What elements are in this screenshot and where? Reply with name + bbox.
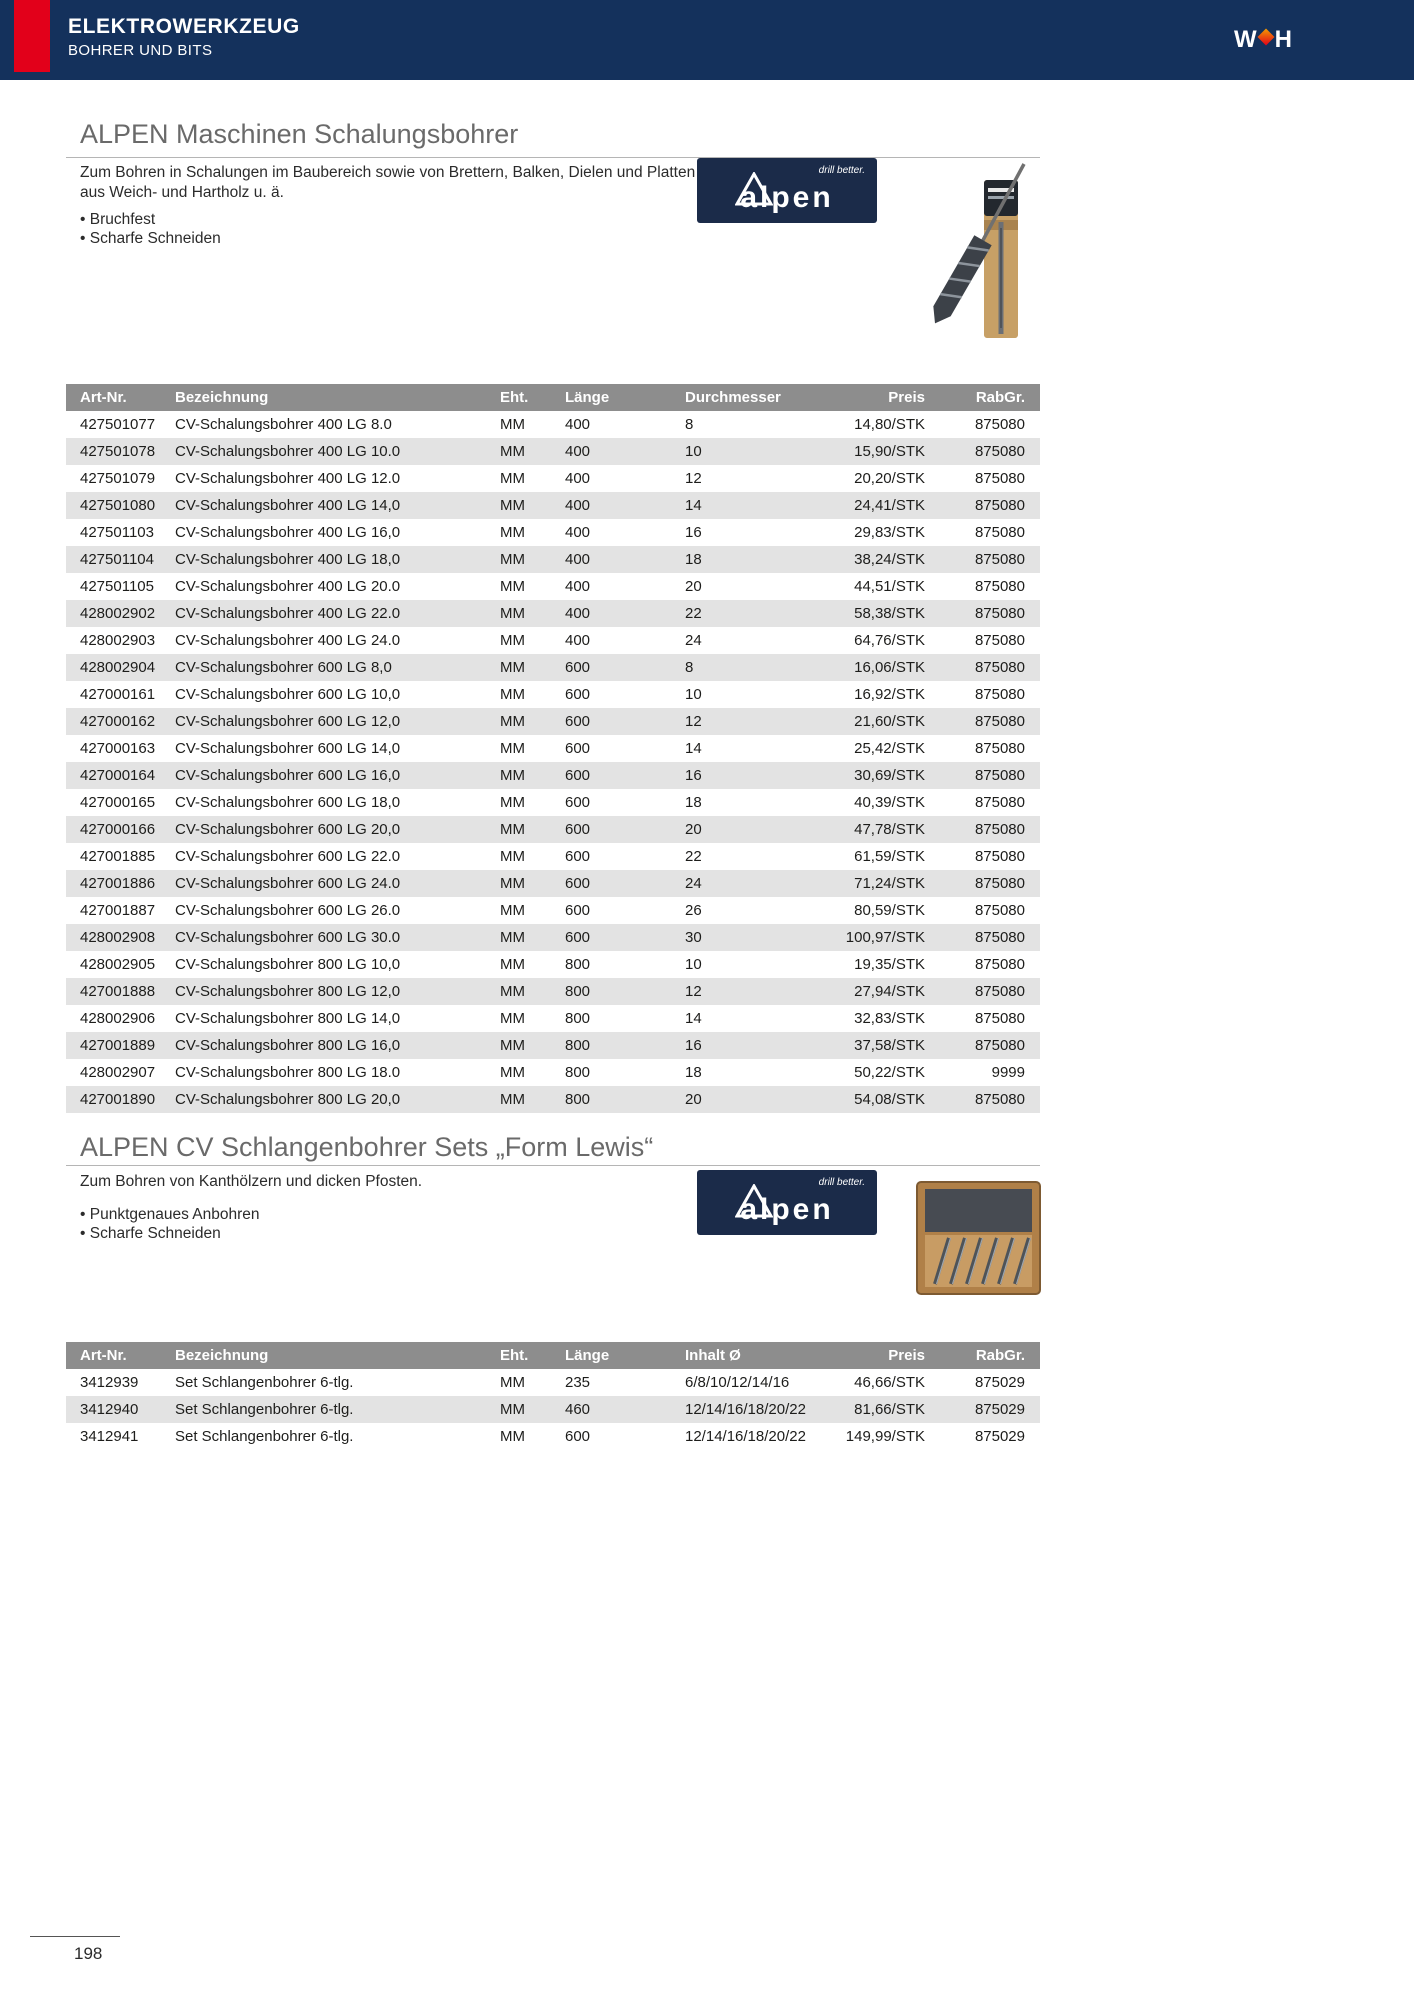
cell-durchmesser: 8 — [685, 416, 694, 433]
cell-durchmesser: 14 — [685, 740, 702, 757]
table-row — [66, 573, 1040, 600]
cell-art: 427001885 — [80, 848, 156, 865]
cell-rabgr: 875080 — [925, 438, 1040, 465]
cell-preis: 21,60/STK — [830, 708, 925, 735]
cell-rabgr: 875080 — [974, 524, 1025, 541]
cell-preis: 80,59/STK — [854, 902, 925, 919]
cell-laenge: 600 — [565, 1428, 591, 1445]
cell-art: 428002905 — [80, 956, 156, 973]
table-row — [66, 1059, 1040, 1086]
cell-laenge: 800 — [565, 956, 591, 973]
cell-art: 427001887 — [80, 902, 156, 919]
cell-rabgr: 875080 — [925, 708, 1040, 735]
cell-eht: MM — [500, 816, 565, 843]
table-row — [66, 1005, 1040, 1032]
bullet-item: • Punktgenaues Anbohren — [80, 1205, 260, 1224]
cell-eht: MM — [500, 524, 525, 541]
cell-rabgr: 875080 — [925, 978, 1040, 1005]
cell-rabgr: 875080 — [974, 470, 1025, 487]
cell-durchmesser: 18 — [685, 546, 830, 573]
cell-eht: MM — [500, 708, 565, 735]
cell-laenge: 600 — [565, 902, 591, 919]
cell-laenge: 400 — [565, 632, 591, 649]
cell-eht: MM — [500, 578, 525, 595]
section1-description: Zum Bohren in Schalungen im Baubereich sowie von Brettern, Balken, Dielen und Platten aus Weich- und Hartholz u. ä. — [80, 164, 696, 201]
cell-eht: MM — [500, 632, 525, 649]
cell-rabgr: 875080 — [925, 762, 1040, 789]
cell-preis: 15,90/STK — [830, 438, 925, 465]
cell-laenge: 400 — [565, 416, 591, 433]
cell-eht: MM — [500, 416, 525, 433]
cell-preis: 40,39/STK — [854, 794, 925, 811]
table-row — [66, 1396, 1040, 1423]
cell-rabgr: 875080 — [974, 740, 1025, 757]
cell-eht: MM — [500, 924, 565, 951]
column-header-inhalt: Inhalt Ø — [685, 1342, 830, 1369]
table-row — [66, 1369, 1040, 1396]
cell-bezeichnung: Set Schlangenbohrer 6-tlg. — [175, 1428, 354, 1445]
cell-rabgr: 875080 — [925, 600, 1040, 627]
cell-preis: 47,78/STK — [830, 816, 925, 843]
table-row — [66, 843, 1040, 870]
cell-eht: MM — [500, 762, 565, 789]
cell-preis: 71,24/STK — [830, 870, 925, 897]
wh-brand-logo — [1234, 26, 1292, 54]
cell-preis: 19,35/STK — [854, 956, 925, 973]
column-header-art: Art-Nr. — [66, 384, 175, 411]
table-row — [66, 627, 1040, 654]
cell-art: 428002908 — [66, 924, 175, 951]
cell-rabgr: 875080 — [974, 902, 1025, 919]
cell-art: 427000163 — [80, 740, 156, 757]
cell-durchmesser: 10 — [685, 438, 830, 465]
cell-preis: 64,76/STK — [854, 632, 925, 649]
cell-bezeichnung: CV-Schalungsbohrer 600 LG 20,0 — [175, 816, 500, 843]
cell-durchmesser: 16 — [685, 1032, 830, 1059]
cell-rabgr: 875080 — [925, 1086, 1040, 1113]
table-row — [66, 897, 1040, 924]
cell-eht: MM — [500, 686, 525, 703]
cell-art: 427001886 — [66, 870, 175, 897]
cell-art: 3412941 — [80, 1428, 139, 1445]
cell-laenge: 600 — [565, 924, 685, 951]
cell-rabgr: 875080 — [925, 870, 1040, 897]
cell-laenge: 600 — [565, 686, 591, 703]
alpen-tagline: drill better. — [818, 165, 865, 176]
cell-eht: MM — [500, 546, 565, 573]
table-header-row — [66, 384, 1040, 411]
cell-laenge: 800 — [565, 1086, 685, 1113]
cell-bezeichnung: CV-Schalungsbohrer 600 LG 24.0 — [175, 870, 500, 897]
cell-laenge: 600 — [565, 794, 591, 811]
wh-diamond-icon — [1257, 29, 1274, 46]
cell-art: 427000165 — [80, 794, 156, 811]
wh-logo-letter-w: W — [1234, 26, 1257, 53]
table-row — [66, 411, 1040, 438]
cell-bezeichnung: CV-Schalungsbohrer 800 LG 12,0 — [175, 978, 500, 1005]
cell-rabgr: 9999 — [991, 1064, 1025, 1081]
cell-bezeichnung: CV-Schalungsbohrer 600 LG 14,0 — [175, 740, 401, 757]
column-header-rabgr: RabGr. — [925, 1342, 1040, 1369]
cell-eht: MM — [500, 902, 525, 919]
cell-bezeichnung: CV-Schalungsbohrer 400 LG 20.0 — [175, 578, 401, 595]
table-row — [66, 1032, 1040, 1059]
cell-rabgr: 875080 — [925, 924, 1040, 951]
cell-durchmesser: 12 — [685, 708, 830, 735]
cell-durchmesser: 30 — [685, 924, 830, 951]
alpen-wordmark: alpen — [740, 181, 834, 214]
cell-preis: 29,83/STK — [854, 524, 925, 541]
cell-rabgr: 875080 — [925, 546, 1040, 573]
cell-art: 428002904 — [66, 654, 175, 681]
cell-bezeichnung: CV-Schalungsbohrer 800 LG 10,0 — [175, 956, 401, 973]
table-row — [66, 1086, 1040, 1113]
section2-bullet-list — [80, 1205, 260, 1243]
column-header-eht: Eht. — [500, 384, 565, 411]
cell-bezeichnung: CV-Schalungsbohrer 400 LG 16,0 — [175, 524, 401, 541]
cell-rabgr: 875029 — [974, 1374, 1025, 1391]
section1-divider — [66, 157, 1040, 158]
cell-rabgr: 875080 — [974, 416, 1025, 433]
cell-laenge: 600 — [565, 762, 685, 789]
column-header-art: Art-Nr. — [66, 1342, 175, 1369]
cell-durchmesser: 16 — [685, 762, 830, 789]
product-table — [66, 384, 1040, 1113]
alpen-logo — [697, 1170, 877, 1235]
cell-preis: 46,66/STK — [854, 1374, 925, 1391]
table-row — [66, 762, 1040, 789]
cell-durchmesser: 24 — [685, 870, 830, 897]
cell-rabgr: 875080 — [925, 816, 1040, 843]
table-row — [66, 654, 1040, 681]
cell-bezeichnung: Set Schlangenbohrer 6-tlg. — [175, 1374, 354, 1391]
cell-eht: MM — [500, 438, 565, 465]
cell-eht: MM — [500, 978, 565, 1005]
cell-eht: MM — [500, 1428, 525, 1445]
cell-durchmesser: 8 — [685, 654, 830, 681]
cell-art: 3412940 — [66, 1396, 175, 1423]
cell-durchmesser: 18 — [685, 1064, 702, 1081]
cell-eht: MM — [500, 600, 565, 627]
section2-description: Zum Bohren von Kanthölzern und dicken Pfosten. — [80, 1173, 423, 1190]
cell-bezeichnung: CV-Schalungsbohrer 600 LG 18,0 — [175, 794, 401, 811]
cell-preis: 100,97/STK — [830, 924, 925, 951]
page-number: 198 — [74, 1944, 103, 1963]
section2-title: ALPEN CV Schlangenbohrer Sets „Form Lewis“ — [80, 1132, 654, 1162]
cell-durchmesser: 12 — [685, 978, 830, 1005]
table-row — [66, 870, 1040, 897]
cell-eht: MM — [500, 1396, 565, 1423]
cell-durchmesser: 22 — [685, 600, 830, 627]
cell-bezeichnung: Set Schlangenbohrer 6-tlg. — [175, 1396, 500, 1423]
cell-preis: 44,51/STK — [854, 578, 925, 595]
table-row — [66, 465, 1040, 492]
cell-eht: MM — [500, 492, 565, 519]
cell-laenge: 600 — [565, 848, 591, 865]
cell-laenge: 600 — [565, 708, 685, 735]
cell-art: 427501105 — [80, 578, 154, 595]
cell-art: 427501104 — [66, 546, 175, 573]
cell-preis: 16,92/STK — [854, 686, 925, 703]
cell-art: 427000162 — [66, 708, 175, 735]
cell-rabgr: 875080 — [974, 848, 1025, 865]
cell-preis: 16,06/STK — [830, 654, 925, 681]
section1-title: ALPEN Maschinen Schalungsbohrer — [80, 119, 519, 149]
cell-bezeichnung: CV-Schalungsbohrer 800 LG 18.0 — [175, 1064, 401, 1081]
cell-art: 427000164 — [66, 762, 175, 789]
alpen-wordmark: alpen — [740, 1193, 834, 1226]
cell-eht: MM — [500, 1010, 525, 1027]
cell-laenge: 600 — [565, 870, 685, 897]
cell-bezeichnung: CV-Schalungsbohrer 600 LG 8,0 — [175, 654, 500, 681]
cell-bezeichnung: CV-Schalungsbohrer 400 LG 14,0 — [175, 492, 500, 519]
column-header-laenge: Länge — [565, 384, 685, 411]
cell-art: 427001889 — [66, 1032, 175, 1059]
cell-rabgr: 875029 — [974, 1428, 1025, 1445]
cell-rabgr: 875080 — [925, 492, 1040, 519]
cell-laenge: 600 — [565, 816, 685, 843]
column-header-laenge: Länge — [565, 1342, 685, 1369]
column-header-rabgr: RabGr. — [925, 384, 1040, 411]
cell-preis: 81,66/STK — [830, 1396, 925, 1423]
cell-art: 427501103 — [80, 524, 154, 541]
bullet-item: • Bruchfest — [80, 210, 221, 229]
cell-art: 427000166 — [66, 816, 175, 843]
cell-preis: 25,42/STK — [854, 740, 925, 757]
cell-preis: 20,20/STK — [854, 470, 925, 487]
cell-bezeichnung: CV-Schalungsbohrer 600 LG 26.0 — [175, 902, 401, 919]
cell-eht: MM — [500, 1086, 565, 1113]
table-row — [66, 924, 1040, 951]
table-row — [66, 492, 1040, 519]
table-row — [66, 735, 1040, 762]
cell-laenge: 600 — [565, 654, 685, 681]
cell-art: 428002903 — [80, 632, 156, 649]
cell-bezeichnung: CV-Schalungsbohrer 600 LG 16,0 — [175, 762, 500, 789]
cell-preis: 37,58/STK — [830, 1032, 925, 1059]
drill-bit-product-image — [918, 158, 1040, 348]
cell-preis: 32,83/STK — [854, 1010, 925, 1027]
cell-preis: 54,08/STK — [830, 1086, 925, 1113]
cell-eht: MM — [500, 956, 525, 973]
cell-preis: 58,38/STK — [830, 600, 925, 627]
cell-durchmesser: 12 — [685, 470, 702, 487]
cell-bezeichnung: CV-Schalungsbohrer 600 LG 10,0 — [175, 686, 401, 703]
cell-art: 428002906 — [80, 1010, 156, 1027]
cell-laenge: 800 — [565, 1032, 685, 1059]
cell-durchmesser: 20 — [685, 578, 702, 595]
cell-bezeichnung: CV-Schalungsbohrer 400 LG 12.0 — [175, 470, 401, 487]
bullet-item: • Scharfe Schneiden — [80, 1224, 260, 1243]
page-header — [0, 0, 1414, 80]
cell-durchmesser: 22 — [685, 848, 702, 865]
bullet-item: • Scharfe Schneiden — [80, 229, 221, 248]
cell-durchmesser: 10 — [685, 686, 702, 703]
cell-durchmesser: 20 — [685, 1086, 830, 1113]
table-row — [66, 519, 1040, 546]
table-row — [66, 546, 1040, 573]
section2-product-table-wrap — [66, 1342, 1040, 1450]
cell-laenge: 800 — [565, 1064, 591, 1081]
cell-durchmesser: 10 — [685, 956, 702, 973]
cell-laenge: 400 — [565, 524, 591, 541]
table-row — [66, 600, 1040, 627]
column-header-durchmesser: Durchmesser — [685, 384, 830, 411]
cell-rabgr: 875080 — [974, 956, 1025, 973]
section1-bullet-list — [80, 210, 221, 248]
cell-preis: 38,24/STK — [830, 546, 925, 573]
column-header-bezeichnung: Bezeichnung — [175, 1342, 500, 1369]
cell-rabgr: 875080 — [925, 654, 1040, 681]
cell-art: 427501077 — [80, 416, 156, 433]
cell-durchmesser: 14 — [685, 492, 830, 519]
cell-preis: 14,80/STK — [854, 416, 925, 433]
cell-inhalt: 6/8/10/12/14/16 — [685, 1374, 790, 1391]
column-header-preis: Preis — [830, 1342, 925, 1369]
cell-laenge: 800 — [565, 1010, 591, 1027]
cell-preis: 27,94/STK — [830, 978, 925, 1005]
cell-durchmesser: 26 — [685, 902, 702, 919]
cell-durchmesser: 24 — [685, 632, 702, 649]
drill-set-case-product-image — [915, 1176, 1042, 1300]
cell-preis: 24,41/STK — [830, 492, 925, 519]
table-row — [66, 681, 1040, 708]
cell-eht: MM — [500, 870, 565, 897]
cell-laenge: 235 — [565, 1374, 591, 1391]
table-row — [66, 816, 1040, 843]
table-row — [66, 708, 1040, 735]
cell-bezeichnung: CV-Schalungsbohrer 400 LG 22.0 — [175, 600, 500, 627]
cell-eht: MM — [500, 848, 525, 865]
cell-art: 427001890 — [66, 1086, 175, 1113]
cell-laenge: 460 — [565, 1396, 685, 1423]
section2-divider — [66, 1165, 1040, 1166]
cell-preis: 149,99/STK — [845, 1428, 925, 1445]
cell-laenge: 400 — [565, 438, 685, 465]
cell-laenge: 400 — [565, 600, 685, 627]
cell-art: 428002907 — [80, 1064, 156, 1081]
cell-eht: MM — [500, 1374, 525, 1391]
cell-art: 3412939 — [80, 1374, 139, 1391]
cell-laenge: 600 — [565, 740, 591, 757]
cell-rabgr: 875080 — [974, 794, 1025, 811]
product-table — [66, 1342, 1040, 1450]
cell-laenge: 400 — [565, 470, 591, 487]
column-header-preis: Preis — [830, 384, 925, 411]
cell-art: 427001888 — [66, 978, 175, 1005]
cell-art: 427000161 — [80, 686, 156, 703]
cell-bezeichnung: CV-Schalungsbohrer 400 LG 18,0 — [175, 546, 500, 573]
cell-eht: MM — [500, 1064, 525, 1081]
table-row — [66, 978, 1040, 1005]
column-header-eht: Eht. — [500, 1342, 565, 1369]
cell-bezeichnung: CV-Schalungsbohrer 600 LG 22.0 — [175, 848, 401, 865]
cell-rabgr: 875080 — [974, 686, 1025, 703]
cell-preis: 61,59/STK — [854, 848, 925, 865]
cell-bezeichnung: CV-Schalungsbohrer 400 LG 10.0 — [175, 438, 500, 465]
cell-durchmesser: 16 — [685, 524, 702, 541]
cell-bezeichnung: CV-Schalungsbohrer 800 LG 16,0 — [175, 1032, 500, 1059]
header-title: ELEKTROWERKZEUG — [68, 15, 300, 38]
cell-preis: 30,69/STK — [830, 762, 925, 789]
cell-art: 427501079 — [80, 470, 156, 487]
cell-eht: MM — [500, 654, 565, 681]
cell-bezeichnung: CV-Schalungsbohrer 600 LG 30.0 — [175, 924, 500, 951]
table-row — [66, 951, 1040, 978]
cell-bezeichnung: CV-Schalungsbohrer 400 LG 8.0 — [175, 416, 392, 433]
cell-art: 427501080 — [66, 492, 175, 519]
cell-eht: MM — [500, 470, 525, 487]
brand-red-stripe — [14, 0, 50, 72]
cell-inhalt: 12/14/16/18/20/22 — [685, 1396, 830, 1423]
cell-rabgr: 875080 — [974, 578, 1025, 595]
cell-preis: 50,22/STK — [854, 1064, 925, 1081]
table-row — [66, 789, 1040, 816]
alpen-logo — [697, 158, 877, 223]
alpen-tagline: drill better. — [818, 1177, 865, 1188]
cell-bezeichnung: CV-Schalungsbohrer 600 LG 12,0 — [175, 708, 500, 735]
cell-rabgr: 875080 — [974, 632, 1025, 649]
cell-eht: MM — [500, 1032, 565, 1059]
cell-laenge: 800 — [565, 978, 685, 1005]
cell-durchmesser: 18 — [685, 794, 702, 811]
table-header-row — [66, 1342, 1040, 1369]
cell-durchmesser: 14 — [685, 1010, 702, 1027]
footer-divider — [30, 1936, 120, 1937]
table-row — [66, 1423, 1040, 1450]
cell-inhalt: 12/14/16/18/20/22 — [685, 1428, 806, 1445]
cell-eht: MM — [500, 740, 525, 757]
cell-rabgr: 875080 — [925, 1032, 1040, 1059]
cell-rabgr: 875080 — [974, 1010, 1025, 1027]
cell-bezeichnung: CV-Schalungsbohrer 800 LG 20,0 — [175, 1086, 500, 1113]
cell-rabgr: 875029 — [925, 1396, 1040, 1423]
cell-art: 428002902 — [66, 600, 175, 627]
header-text-block — [68, 15, 300, 59]
cell-laenge: 400 — [565, 492, 685, 519]
cell-eht: MM — [500, 794, 525, 811]
cell-art: 427501078 — [66, 438, 175, 465]
section1-product-table-wrap — [66, 384, 1040, 1113]
column-header-bezeichnung: Bezeichnung — [175, 384, 500, 411]
cell-bezeichnung: CV-Schalungsbohrer 800 LG 14,0 — [175, 1010, 401, 1027]
cell-laenge: 400 — [565, 546, 685, 573]
cell-bezeichnung: CV-Schalungsbohrer 400 LG 24.0 — [175, 632, 401, 649]
header-subtitle: BOHRER UND BITS — [68, 42, 213, 59]
cell-laenge: 400 — [565, 578, 591, 595]
wh-logo-letter-h: H — [1274, 26, 1292, 53]
table-row — [66, 438, 1040, 465]
cell-durchmesser: 20 — [685, 816, 830, 843]
